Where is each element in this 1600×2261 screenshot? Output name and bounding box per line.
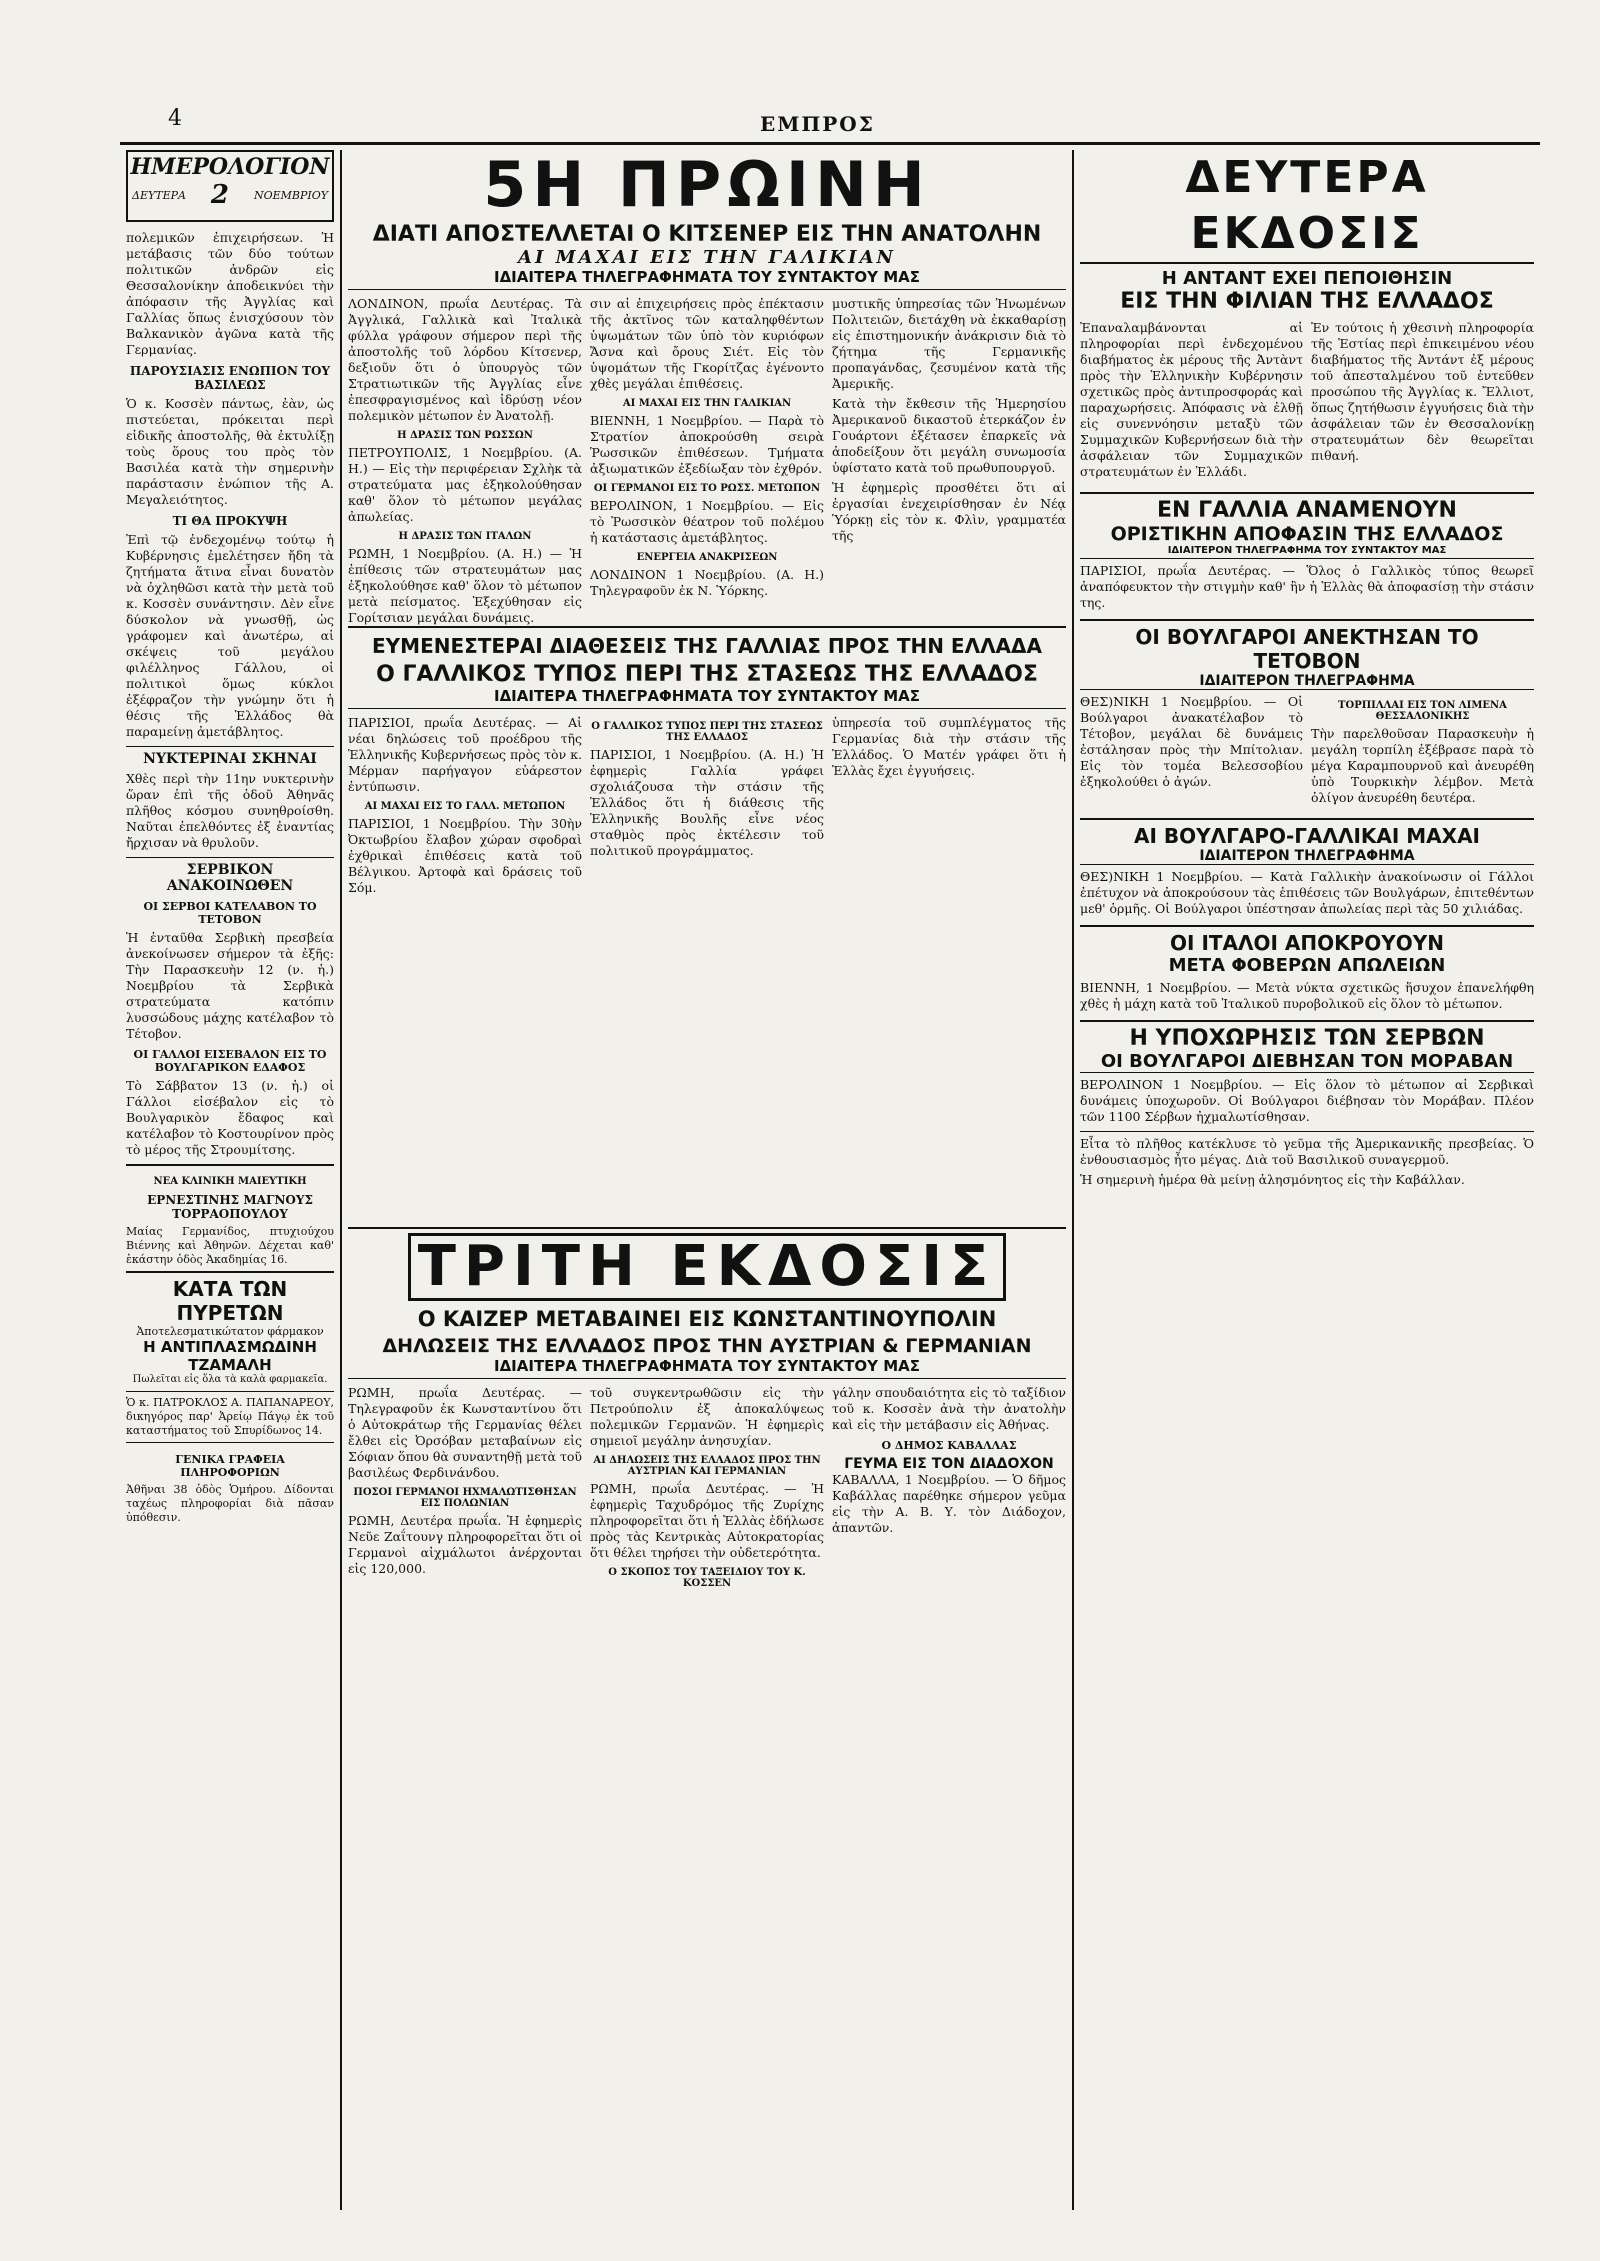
headline: ΟΙ ΙΤΑΛΟΙ ΑΠΟΚΡΟΥΟΥΝ — [1170, 931, 1444, 955]
advertisement — [126, 1442, 334, 1525]
right-column — [1080, 150, 1534, 2210]
edition-title: 5Η ΠΡΩΙΝΗ — [483, 150, 931, 221]
article-subheading: Η ΔΡΑΣΙΣ ΤΩΝ ΙΤΑΛΩΝ — [398, 531, 532, 542]
subheadline: ΙΔΙΑΙΤΕΡΟΝ ΤΗΛΕΓΡΑΦΗΜΑ — [1080, 673, 1534, 690]
headline: Ο ΚΑΙΖΕΡ ΜΕΤΑΒΑΙΝΕΙ ΕΙΣ ΚΩΝΣΤΑΝΤΙΝΟΥΠΟΛΙΝ — [417, 1307, 997, 1331]
article-subheading: Ο ΔΗΜΟΣ ΚΑΒΑΛΛΑΣ — [881, 1439, 1017, 1452]
section-subheading: ΟΙ ΣΕΡΒΟΙ ΚΑΤΕΛΑΒΟΝ ΤΟ ΤΕΤΟΒΟΝ — [143, 900, 317, 926]
section-heading: ΠΑΡΟΥΣΙΑΣΙΣ ΕΝΩΠΙΟΝ ΤΟΥ ΒΑΣΙΛΕΩΣ — [129, 364, 331, 392]
intro-text: πολεμικῶν ἐπιχειρήσεων. Ἡ μετάβασις τῶν δύο τούτων πολιτικῶν ἀνδρῶν εἰς Θεσσαλονίκην ἀποδεικνύει τὴν ἀπόφασιν τῆς Ἀγγλίας καὶ Γαλλίας ὅπως ἐνισχύσουν τὸν Βαλκανικὸν ἀγῶνα κατὰ τῆς Γερμανίας. — [126, 230, 334, 357]
article-subheading: ΑΙ ΜΑΧΑΙ ΕΙΣ ΤΗΝ ΓΑΛΙΚΙΑΝ — [622, 398, 792, 409]
article-text: ὑπηρεσία τοῦ συμπλέγματος τῆς Γερμανίας διὰ τὴν στάσιν τῆς Ἑλλάδος. Ὁ Ματέν γράφει ὅτι ἡ Ἑλλὰς ἔχει ἐγγυήσεις. — [832, 715, 1066, 778]
article-columns — [348, 715, 1066, 1215]
article-columns — [1080, 694, 1534, 810]
calendar-date: 2 — [210, 180, 229, 210]
section-heading: ΤΙ ΘΑ ΠΡΟΚΥΨΗ — [172, 514, 288, 528]
headline: ΕΙΣ ΤΗΝ ΦΙΛΙΑΝ ΤΗΣ ΕΛΛΑΔΟΣ — [1120, 289, 1494, 314]
article-text: ΒΕΡΟΛΙΝΟΝ 1 Νοεμβρίου. — Εἰς ὅλον τὸ μέτωπον αἱ Σερβικαὶ δυνάμεις ὑποχωροῦν. Οἱ Βούλγαροι διέβησαν τὸν Μοράβαν. Πλέον τῶν 1100 Σέρβων ἠχμαλωτίσθησαν. — [1080, 1077, 1534, 1124]
ad-title: ΝΕΑ ΚΛΙΝΙΚΗ ΜΑΙΕΥΤΙΚΗ — [153, 1176, 307, 1187]
section-heading: ΣΕΡΒΙΚΟΝ ΑΝΑΚΟΙΝΩΘΕΝ — [126, 857, 334, 894]
article-heading: ΓΕΥΜΑ ΕΙΣ ΤΟΝ ΔΙΑΔΟΧΟΝ — [844, 1456, 1054, 1472]
section-body: Ὁ κ. Κοσσὲν πάντως, ἐὰν, ὡς πιστεύεται, πρόκειται περὶ εἰδικῆς ἀποστολῆς, θὰ ἐκτυλίξῃ τοὺς ὅρους του πρὸς τὸν Βασιλέα κατὰ τὴν σημερινὴν παράστασιν ἐνώπιον τῆς Α. Μεγαλειότητος. — [126, 396, 334, 507]
headline: Η ΥΠΟΧΩΡΗΣΙΣ ΤΩΝ ΣΕΡΒΩΝ — [1129, 1026, 1485, 1051]
article-text: ΠΕΤΡΟΥΠΟΛΙΣ, 1 Νοεμβρίου. (Α. Η.) — Εἰς τὴν περιφέρειαν Σχλὴκ τὰ στρατεύματα μας ἐξηκολούθησαν καθ' ὅλον τὸ μέτωπον μεγάλας ἀπωλείας. — [348, 445, 582, 524]
page-number: 4 — [168, 106, 182, 131]
article-text: Ἡ ἐφημερὶς προσθέτει ὅτι αἱ ἐργασίαι ἐνεχειρίσθησαν ἐν Νέᾳ Ὑόρκῃ εἰς τὸν κ. Φλὶν, γραμματέα τῆς — [832, 480, 1066, 543]
article-text: ΒΙΕΝΝΗ, 1 Νοεμβρίου. — Μετὰ νύκτα σχετικῶς ἥσυχον ἐπανελήφθη χθὲς ἡ μάχη κατὰ τοῦ Ἰταλικοῦ πυροβολικοῦ εἰς ὅλον τὸ μέτωπον. — [1080, 980, 1534, 1011]
article-text: ΠΑΡΙΣΙΟΙ, 1 Νοεμβρίου. Τὴν 30ὴν Ὀκτωβρίου ἔλαβον χώραν σφοδραὶ ἐχθρικαὶ ἐπιθέσεις κατὰ τοῦ Βέλγικου. Ἀρτοφὰ καὶ δράσεις τοῦ Σόμ. — [348, 816, 582, 895]
article-text: τοῦ συγκεντρωθῶσιν εἰς τὴν Πετρούπολιν ἐξ ἀποκαλύψεως πολεμικῶν Γερμανῶν. Ἡ ἐφημερὶς σημειοῖ μεγάλην ἀνησυχίαν. — [590, 1385, 824, 1448]
article-subheading: Ο ΣΚΟΠΟΣ ΤΟΥ ΤΑΞΕΙΔΙΟΥ ΤΟΥ Κ. ΚΟΣΣΕΝ — [608, 1567, 806, 1589]
article-text: ΡΩΜΗ, πρωΐα Δευτέρας. — Τηλεγραφοῦν ἐκ Κωνσταντίνου ὅτι ὁ Αὐτοκράτωρ τῆς Γερμανίας θέλει ἔλθει εἰς Ὀρσόβαν μεταβαίνων εἰς Σόφιαν ὅπου θὰ συναντηθῇ μετὰ τοῦ βασιλέως Φερδινάνδου. — [348, 1385, 582, 1480]
headline: ΔΙΑΤΙ ΑΠΟΣΤΕΛΛΕΤΑΙ Ο ΚΙΤΣΕΝΕΡ ΕΙΣ ΤΗΝ ΑΝΑΤΟΛΗΝ — [372, 222, 1042, 247]
article-text: γάλην σπουδαιότητα εἰς τὸ ταξίδιον τοῦ κ. Κοσσὲν ἀνὰ τὴν ἀνατολὴν καὶ εἰς τὴν μετάβασιν εἰς Ἀθήνας. — [832, 1385, 1066, 1432]
article-subheading: ΠΟΣΟΙ ΓΕΡΜΑΝΟΙ ΗΧΜΑΛΩΤΙΣΘΗΣΑΝ ΕΙΣ ΠΟΛΩΝΙΑΝ — [353, 1487, 577, 1509]
article-subheading: Ο ΓΑΛΛΙΚΟΣ ΤΥΠΟΣ ΠΕΡΙ ΤΗΣ ΣΤΑΣΕΩΣ ΤΗΣ ΕΛΛΑΔΟΣ — [591, 721, 823, 743]
article-columns — [348, 1385, 1066, 1593]
subheadline: ΙΔΙΑΙΤΕΡΑ ΤΗΛΕΓΡΑΦΗΜΑΤΑ ΤΟΥ ΣΥΝΤΑΚΤΟΥ ΜΑΣ — [348, 268, 1066, 290]
ad-title: ΚΑΤΑ ΤΩΝ ΠΥΡΕΤΩΝ — [172, 1277, 288, 1326]
column-rule — [340, 150, 342, 2210]
subheadline: ΙΔΙΑΙΤΕΡΑ ΤΗΛΕΓΡΑΦΗΜΑΤΑ ΤΟΥ ΣΥΝΤΑΚΤΟΥ ΜΑΣ — [348, 687, 1066, 709]
left-column — [126, 150, 334, 2210]
article-text: ΠΑΡΙΣΙΟΙ, 1 Νοεμβρίου. (Α. Η.) Ἡ ἐφημερὶς Γαλλία γράφει σχολιάζουσα τὴν στάσιν τῆς Ἑλλάδος ὅτι ἡ διάθεσις τῆς Ἑλληνικῆς Βουλῆς εἶνε νέος σταθμὸς πρὸς ἐκτέλεσιν τοῦ πολιτικοῦ προγράμματος. — [590, 747, 824, 858]
edition-title: ΔΕΥΤΕΡΑ ΕΚΔΟΣΙΣ — [1080, 150, 1534, 264]
section-heading: ΝΥΚΤΕΡΙΝΑΙ ΣΚΗΝΑΙ — [126, 746, 334, 767]
ad-name: Η ΑΝΤΙΠΛΑΣΜΩΔΙΝΗ ΤΖΑΜΑΛΗ — [143, 1338, 317, 1375]
article-text: Τὴν παρελθοῦσαν Παρασκευὴν ἡ μεγάλη τορπίλη ἐξέβρασε παρὰ τὸ μέγα Καραμπουρνοῦ καὶ ἀνευρέθη ὑπὸ Τουρκικὴν λέμβον. Μετὰ ὀλίγον ἀνευρέθη δευτέρα. — [1311, 726, 1534, 805]
article-text: σιν αἱ ἐπιχειρήσεις πρὸς ἐπέκτασιν τῆς ἀκτῖνος τῶν καταληφθέντων ὑψωμάτων τῶν ὑπὸ τὸν κυριόφων Ἄσνα καὶ ὄρους Σιέτ. Εἰς τὸν ὑψομάτων τῆς Γκορίτζας ἐγένοντο χθὲς μεγάλαι ἐπιθέσεις. — [590, 296, 824, 391]
advertisement — [126, 1391, 334, 1438]
article-columns — [1080, 320, 1534, 484]
article-text: Εἶτα τὸ πλῆθος κατέκλυσε τὸ γεῦμα τῆς Ἀμερικανικῆς πρεσβείας. Ὁ ἐνθουσιασμὸς ἦτο μέγας. Διὰ τοῦ Βασιλικοῦ συναγερμοῦ. — [1080, 1136, 1534, 1167]
center-column — [348, 150, 1066, 2210]
headline: ΕΥΜΕΝΕΣΤΕΡΑΙ ΔΙΑΘΕΣΕΙΣ ΤΗΣ ΓΑΛΛΙΑΣ ΠΡΟΣ ΤΗΝ ΕΛΛΑΔΑ — [372, 634, 1042, 658]
column-rule — [1072, 150, 1074, 2210]
article-text: ΡΩΜΗ, πρωΐα Δευτέρας. — Ἡ ἐφημερὶς Ταχυδρόμος τῆς Ζυρίχης πληροφορεῖται ὅτι ἡ Ἑλλὰς ἐδήλωσε πρὸς τὰς Κεντρικὰς Αὐτοκρατορίας ὅτι θέλει τηρήσει τὴν οὐδετερότητα. — [590, 1481, 824, 1560]
headline: ΜΕΤΑ ΦΟΒΕΡΩΝ ΑΠΩΛΕΙΩΝ — [1168, 955, 1446, 976]
advertisement — [126, 1164, 334, 1267]
article-text: Ἡ σημερινὴ ἡμέρα θὰ μείνῃ ἀλησμόνητος εἰς τὴν Καβάλλαν. — [1080, 1172, 1465, 1187]
article-text: Ἐν τούτοις ἡ χθεσινὴ πληροφορία τῆς Ἑστίας περὶ ἐπικειμένου νέου διαβήματος τῆς Ἀντάντ ἐξ μέρους τοῦ ἀπεσταλμένου τοῦ ἐντεῦθεν προσώπου τῆς Ἀγγλίας κ. Ἔλλιοτ, ὅπως ζητήθωσιν ἐγγυήσεις διὰ τὴν ἀσφάλειαν τῶν ἐν Θεσσαλονίκῃ στρατευμάτων δὲν θεωρεῖται πιθανή. — [1311, 320, 1534, 463]
article-text: ΒΙΕΝΝΗ, 1 Νοεμβρίου. — Παρὰ τὸ Στρατίον ἀποκρούσθη σειρὰ Ῥωσσικῶν ἐπιθέσεων. Τμήματα ἀξιωματικῶν ἐξεδίωξαν τὸν ἐχθρόν. — [590, 413, 824, 476]
ad-body: Μαίας Γερμανίδος, πτυχιούχου Βιέννης καὶ Ἀθηνῶν. Δέχεται καθ' ἑκάστην ὁδὸς Ἀκαδημίας 16. — [126, 1225, 334, 1267]
subheadline: ΙΔΙΑΙΤΕΡΟΝ ΤΗΛΕΓΡΑΦΗΜΑ ΤΟΥ ΣΥΝΤΑΚΤΟΥ ΜΑΣ — [1080, 545, 1534, 559]
headline: ΟΙ ΒΟΥΛΓΑΡΟΙ ΔΙΕΒΗΣΑΝ ΤΟΝ ΜΟΡΑΒΑΝ — [1080, 1051, 1534, 1073]
headline: ΕΝ ΓΑΛΛΙΑ ΑΝΑΜΕΝΟΥΝ — [1157, 498, 1457, 523]
article-subheading: ΕΝΕΡΓΕΙΑ ΑΝΑΚΡΙΣΕΩΝ — [636, 552, 778, 563]
ad-body: Ἀθῆναι 38 ὁδὸς Ὁμήρου. Δίδονται ταχέως πληροφορίαι διὰ πᾶσαν ὑπόθεσιν. — [126, 1483, 334, 1525]
calendar-day: ΔΕΥΤΕΡΑ — [132, 188, 186, 202]
edition-title: ΤΡΙΤΗ ΕΚΔΟΣΙΣ — [408, 1233, 1006, 1301]
article-text: ΡΩΜΗ, 1 Νοεμβρίου. (Α. Η.) — Ἡ ἐπίθεσις τῶν στρατευμάτων μας ἐξηκολούθησε καθ' ὅλον τὸ μέτωπον μετὰ πείσματος. Ἐξεχύθησαν εἰς Γορίτσιαν μεγάλαι δυνάμεις. — [348, 546, 582, 625]
article-subheading: Η ΔΡΑΣΙΣ ΤΩΝ ΡΩΣΣΩΝ — [397, 430, 533, 441]
article-text: ΚΑΒΑΛΛΑ, 1 Νοεμβρίου. — Ὁ δῆμος Καβάλλας παρέθηκε σήμερον γεῦμα εἰς τὴν Α. Β. Υ. τὸν Διάδοχον, ἀπαντῶν. — [832, 1472, 1066, 1535]
article-subheading: ΑΙ ΔΗΛΩΣΕΙΣ ΤΗΣ ΕΛΛΑΔΟΣ ΠΡΟΣ ΤΗΝ ΑΥΣΤΡΙΑΝ ΚΑΙ ΓΕΡΜΑΝΙΑΝ — [593, 1455, 821, 1477]
article-text: Ἐπαναλαμβάνονται αἱ πληροφορίαι περὶ ἐνδεχομένου διαβήματος ἐκ μέρους τῆς Ἀντὰντ πρὸς τὴν Ἑλληνικὴν Κυβέρνησιν σχετικῶς πρὸς ἀντιπροσφοράς καὶ παραχωρήσεις. Ἀπόφασις νὰ ἐλθῇ εἰς συνεννόησιν μεταξὺ τῶν Συμμαχικῶν Κυβερνήσεων διὰ τὴν ἀσφάλειαν τῶν Συμμαχικῶν στρατευμάτων ἐν Ἑλλάδι. — [1080, 320, 1303, 479]
article-text: ΛΟΝΔΙΝΟΝ, πρωΐα Δευτέρας. Τὰ Ἀγγλικά, Γαλλικὰ καὶ Ἰταλικὰ φύλλα γράφουν σήμερον περὶ τῆς ἀποστολῆς τοῦ λόρδου Κίτσενερ, δεξιοῦν ὅτι ὁ ὑπουργὸς τῶν Στρατιωτικῶν τῆς Ἀγγλίας εἶνε ἐπεσφραγισμένος καὶ ἰδρύσῃ νέον πολεμικὸν μέτωπον ἐν Ἀνατολῇ. — [348, 296, 582, 423]
article-text: Κατὰ τὴν ἔκθεσιν τῆς Ἡμερησίου Ἀμερικανοῦ δικαστοῦ ἐτερκάζον ἐν Γουάρτονι ἐξέτασεν ἐπαρκεῖς νὰ ἀποδείξουν ὅτι μεγάλη συνωμοσία ὑφίστατο κατὰ τοῦ πρωθυπουργοῦ. — [832, 396, 1066, 475]
headline: ΟΡΙΣΤΙΚΗΝ ΑΠΟΦΑΣΙΝ ΤΗΣ ΕΛΛΑΔΟΣ — [1110, 523, 1504, 545]
article-subheading: ΟΙ ΓΕΡΜΑΝΟΙ ΕΙΣ ΤΟ ΡΩΣΣ. ΜΕΤΩΠΟΝ — [593, 483, 821, 494]
ad-subtitle: Ἀποτελεσματικώτατον φάρμακον — [136, 1325, 324, 1339]
article-subheading: ΑΙ ΜΑΧΑΙ ΕΙΣ ΤΟ ΓΑΛΛ. ΜΕΤΩΠΟΝ — [364, 801, 566, 812]
article-text: ΡΩΜΗ, Δευτέρα πρωΐα. Ἡ ἐφημερὶς Νεῦε Ζαΐτουνγ πληροφορεῖται ὅτι οἱ Γερμανοὶ αἰχμάλωτοι ἀνέρχονται εἰς 120,000. — [348, 1513, 582, 1576]
headline: ΑΙ ΜΑΧΑΙ ΕΙΣ ΤΗΝ ΓΑΛΙΚΙΑΝ — [517, 247, 897, 268]
section-heading: ΟΙ ΓΑΛΛΟΙ ΕΙΣΕΒΑΛΟΝ ΕΙΣ ΤΟ ΒΟΥΛΓΑΡΙΚΟΝ ΕΔΑΦΟΣ — [133, 1048, 327, 1074]
section-body: Ἡ ἐνταῦθα Σερβικὴ πρεσβεία ἀνεκοίνωσεν σήμερον τὰ ἐξῆς: Τὴν Παρασκευὴν 12 (ν. ἡ.) Νοεμβρίου τὰ Σερβικὰ στρατεύματα κατόπιν λυσσώδους μάχης κατέλαβον τὸ Τέτοβον. — [126, 930, 334, 1041]
top-rule — [120, 142, 1540, 145]
ad-body: Ὁ κ. ΠΑΤΡΟΚΛΟΣ Α. ΠΑΠΑΝΑΡΕΟΥ, δικηγόρος παρ' Ἀρείῳ Πάγῳ ἐκ τοῦ καταστήματος τοῦ Σπυρίδωνος 14. — [126, 1396, 334, 1438]
article-text: ΠΑΡΙΣΙΟΙ, πρωΐα Δευτέρας. — Αἱ νέαι δηλώσεις τοῦ προέδρου τῆς Ἑλληνικῆς Κυβερνήσεως πρὸς τὸν κ. Μέρμαν παρήγαγον εὐάρεστον ἐντύπωσιν. — [348, 715, 582, 794]
article-columns — [348, 296, 1066, 625]
section-body: Ἐπὶ τῷ ἐνδεχομένῳ τούτῳ ἡ Κυβέρνησις ἐμελέτησεν ἤδη τὰ ζητήματα ἅτινα εἶναι δυνατὸν νὰ ὀχληθῶσι κατὰ τὴν μετὰ τοῦ κ. Κοσσὲν συνάντησιν. Δὲν εἶνε δύσκολον νὰ γνωσθῇ, ὡς γράφομεν καὶ ἀνωτέρω, αἱ σκέψεις τοῦ μεγάλου φιλέλληνος Γάλλου, οἱ πολιτικοὶ ὅμως κύκλοι ἐξέφραζον τὴν γνώμην ὅτι ἡ θέσις τῆς Ἑλλάδος θὰ παραμείνῃ ἀμετάβλητος. — [126, 532, 334, 739]
article-text: ΠΑΡΙΣΙΟΙ, πρωΐα Δευτέρας. — Ὅλος ὁ Γαλλικὸς τύπος θεωρεῖ ἀναπόφευκτον τὴν στιγμὴν καθ' ἣν ἡ Ἑλλὰς θὰ ἀποφασίσῃ τὴν στάσιν της. — [1080, 563, 1534, 610]
section-body: Τὸ Σάββατον 13 (ν. ἡ.) οἱ Γάλλοι εἰσέβαλον εἰς τὸ Βουλγαρικὸν ἔδαφος καὶ κατέλαβον τὸ Κοστουρίνον πρὸς τὸ μέρος τῆς Στρουμίτσης. — [126, 1078, 334, 1157]
calendar-month: ΝΟΕΜΒΡΙΟΥ — [253, 188, 328, 202]
article-text: μυστικῆς ὑπηρεσίας τῶν Ἡνωμένων Πολιτειῶν, διετάχθη νὰ ἐκκαθαρίσῃ εἰς ἐπιστημονικήν ἀνάκρισιν διὰ τὸ ζήτημα τῆς Γερμανικῆς προπαγάνδας, ζεσυμένον κατὰ τῆς Ἀμερικῆς. — [832, 296, 1066, 391]
ad-body: Πωλεῖται εἰς ὅλα τὰ καλὰ φαρμακεῖα. — [132, 1374, 328, 1386]
article-subheading: ΤΟΡΠΙΛΛΑΙ ΕΙΣ ΤΟΝ ΛΙΜΕΝΑ ΘΕΣΣΑΛΟΝΙΚΗΣ — [1338, 700, 1507, 722]
headline: Ο ΓΑΛΛΙΚΟΣ ΤΥΠΟΣ ΠΕΡΙ ΤΗΣ ΣΤΑΣΕΩΣ ΤΗΣ ΕΛΛΑΔΟΣ — [376, 662, 1038, 687]
article-text: ΒΕΡΟΛΙΝΟΝ, 1 Νοεμβρίου. — Εἰς τὸ Ῥωσσικὸν θέατρον τοῦ πολέμου ἡ κατάστασις ἀμετάβλητος. — [590, 498, 824, 545]
ad-title: ΓΕΝΙΚΑ ΓΡΑΦΕΙΑ ΠΛΗΡΟΦΟΡΙΩΝ — [175, 1453, 285, 1480]
masthead: ΕΜΠΡΟΣ — [760, 112, 875, 136]
subheadline: ΙΔΙΑΙΤΕΡΟΝ ΤΗΛΕΓΡΑΦΗΜΑ — [1080, 848, 1534, 865]
headline: ΑΙ ΒΟΥΛΓΑΡΟ-ΓΑΛΛΙΚΑΙ ΜΑΧΑΙ — [1134, 824, 1480, 848]
headline: Η ΑΝΤΑΝΤ ΕΧΕΙ ΠΕΠΟΙΘΗΣΙΝ — [1161, 268, 1453, 289]
headline: ΟΙ ΒΟΥΛΓΑΡΟΙ ΑΝΕΚΤΗΣΑΝ ΤΟ ΤΕΤΟΒΟΝ — [1135, 625, 1479, 673]
article-text: ΛΟΝΔΙΝΟΝ 1 Νοεμβρίου. (Α. Η.) Τηλεγραφοῦν ἐκ Ν. Ὑόρκης. — [590, 567, 824, 598]
third-edition — [348, 1227, 1066, 1593]
calendar-box — [126, 150, 334, 222]
article-text: ΘΕΣ)ΝΙΚΗ 1 Νοεμβρίου. — Οἱ Βούλγαροι ἀνακατέλαβον τὸ Τέτοβον, μεγάλαι δὲ δυνάμεις ἐστάλησαν πρὸς τὴν Μπίτολιαν. Εἰς τὸν τομέα Βελεσσοβίου ἐξηκολούθει ὁ ἀγών. — [1080, 694, 1303, 789]
headline: ΔΗΛΩΣΕΙΣ ΤΗΣ ΕΛΛΑΔΟΣ ΠΡΟΣ ΤΗΝ ΑΥΣΤΡΙΑΝ & ΓΕΡΜΑΝΙΑΝ — [382, 1335, 1032, 1357]
advertisement — [126, 1271, 334, 1387]
article-text: ΘΕΣ)ΝΙΚΗ 1 Νοεμβρίου. — Κατὰ Γαλλικὴν ἀνακοίνωσιν οἱ Γάλλοι ἐπέτυχον νὰ ἀποκρούσουν τὰς ἐπιθέσεις τῶν Βουλγάρων, ἐπιτεθέντων μεθ' ὁρμῆς. Οἱ Βούλγαροι ὑπέστησαν ἀπωλείας περὶ τὰς 50 χιλιάδας. — [1080, 869, 1534, 916]
calendar-title: ΗΜΕΡΟΛΟΓΙΟΝ — [130, 154, 330, 180]
section-body: Χθὲς περὶ τὴν 11ην νυκτερινὴν ὥραν ἐπὶ τῆς ὁδοῦ Ἀθηνᾶς πλῆθος κόσμου συνηθροίσθη. Ναῦται ἐπελθόντες ἐξ ἐναντίας ἤρχισαν νὰ θρυλοῦν. — [126, 771, 334, 850]
france-section — [348, 626, 1066, 1215]
subheadline: ΙΔΙΑΙΤΕΡΑ ΤΗΛΕΓΡΑΦΗΜΑΤΑ ΤΟΥ ΣΥΝΤΑΚΤΟΥ ΜΑΣ — [348, 1357, 1066, 1379]
ad-name: ΕΡΝΕΣΤΙΝΗΣ ΜΑΓΝΟΥΣ ΤΟΡΡΑΟΠΟΥΛΟΥ — [147, 1193, 313, 1221]
